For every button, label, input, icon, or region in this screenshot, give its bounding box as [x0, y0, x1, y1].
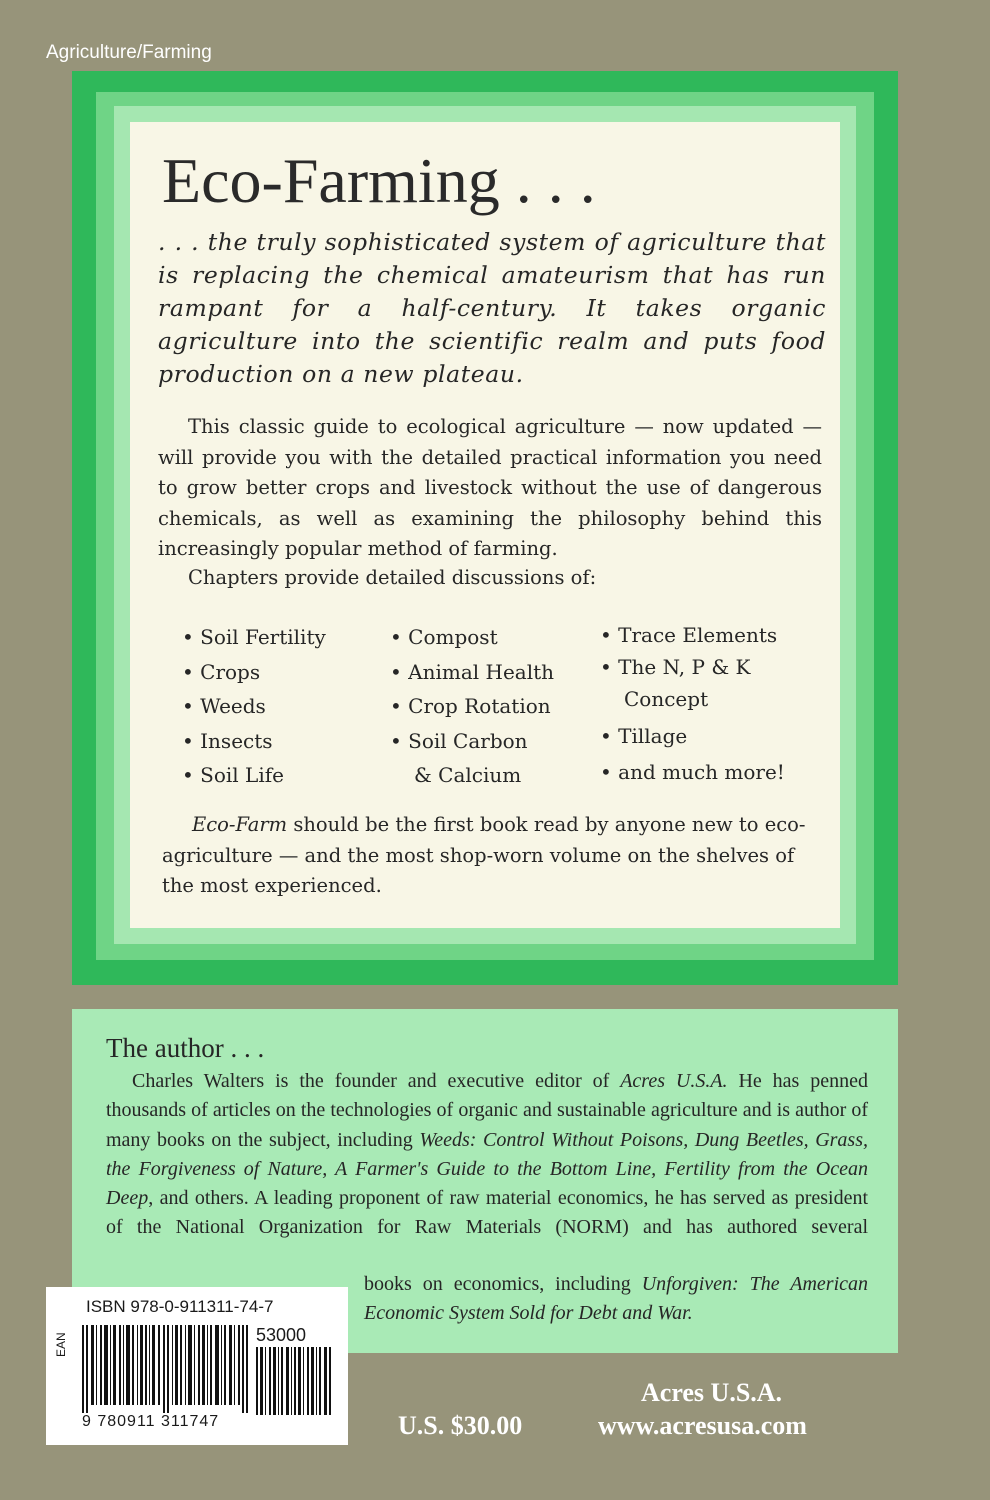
topics-column-1 — [182, 620, 326, 793]
barcode-label — [46, 1287, 348, 1445]
topic-item: • Trace Elements — [600, 623, 778, 647]
topic-item: • Crop Rotation — [390, 694, 551, 718]
topic-item: • and much more! — [600, 759, 785, 784]
topics-column-3 — [600, 618, 785, 789]
ean-label: EAN — [54, 1332, 68, 1357]
topic-item: • The N, P & K — [600, 654, 751, 679]
barcode-bars — [82, 1325, 248, 1413]
closing-text — [162, 810, 822, 902]
description-text: This classic guide to ecological agriculture — now updated — will provide you with the detailed practical information you need to grow better crops and livestock without the use of dangerous chemicals, as well as examining the philosophy behind this increasingly popular method of farming. — [158, 415, 822, 560]
barcode-digits: 9 780911 311747 — [82, 1413, 220, 1430]
topic-item: • Insects — [182, 728, 273, 753]
price: U.S. $30.00 — [398, 1411, 523, 1440]
addon-bars — [256, 1347, 334, 1420]
book-short-title: Eco-Farm — [192, 813, 288, 836]
intro-text: . . . the truly sophisticated system of agriculture that is replacing the chemical amateurism that has run rampant for a half-century. It takes organic agriculture into the scientific realm and puts food production on a new plateau. — [158, 228, 826, 388]
publisher-website: www.acresusa.com — [598, 1411, 807, 1440]
author-bio-part: Charles Walters is the founder and executive editor of — [132, 1070, 621, 1092]
book-title-unforgiven: Unforgiven: The American Economic System Sold for Debt and War. — [364, 1273, 869, 1325]
author-bio-part: , and others. A leading proponent of raw material economics, he has served as president of the National Organization for Raw Materials (NORM) and has authored several — [106, 1187, 868, 1239]
topic-item: • Soil Fertility — [182, 625, 326, 649]
topic-item: • Weeds — [182, 694, 266, 718]
topic-item-continued: Concept — [624, 686, 709, 711]
book-title: Eco-Farming . . . — [162, 145, 596, 216]
chapters-intro: Chapters provide detailed discussions of: — [188, 566, 597, 589]
author-heading: The author . . . — [106, 1033, 265, 1063]
author-bio-part: He has penned thousands of articles on the technologies of organic and sustainable agriculture and is author of many books on the subject, including — [106, 1070, 868, 1151]
topic-item: • Crops — [182, 659, 261, 684]
topic-item: • Soil Life — [182, 763, 284, 787]
topic-item: • Tillage — [600, 723, 688, 748]
author-bio-part: books on economics, including — [364, 1273, 642, 1295]
addon-barcode-icon — [256, 1347, 334, 1415]
author-bio-tail — [364, 1270, 868, 1329]
book-titles: Weeds: Control Without Poisons, Dung Beetles, Grass, the Forgiveness of Nature, A Farmer's Guide to the Bottom Line, Fertility from the Ocean Deep — [106, 1128, 868, 1210]
category-label: Agriculture/Farming — [46, 42, 212, 63]
topic-item-continued: & Calcium — [414, 763, 522, 787]
topic-item: • Animal Health — [390, 659, 555, 684]
magazine-title: Acres U.S.A. — [620, 1070, 728, 1092]
topic-item: • Soil Carbon — [390, 728, 528, 753]
addon-code: 53000 — [256, 1325, 307, 1345]
description-panel — [130, 122, 840, 928]
author-bio — [106, 1067, 868, 1243]
barcode-icon — [82, 1325, 248, 1413]
closing-body: should be the first book read by anyone new to eco-agriculture — and the most shop-worn volume on the shelves of the most experienced. — [162, 813, 806, 897]
topic-item: • Compost — [390, 625, 498, 649]
isbn-number: ISBN 978-0-911311-74-7 — [86, 1297, 274, 1316]
publisher-name: Acres U.S.A. — [641, 1378, 783, 1407]
topics-column-2 — [390, 620, 554, 793]
